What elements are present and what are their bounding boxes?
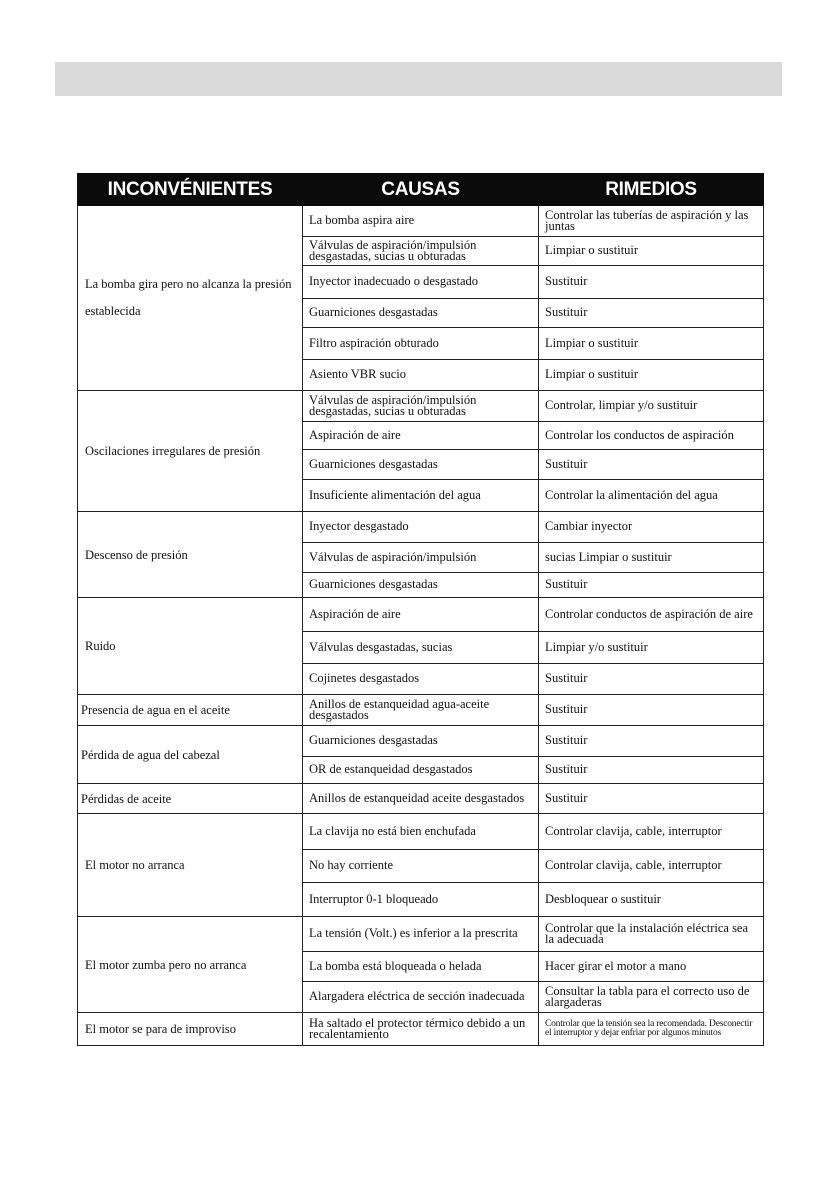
remedy-cell: Sustituir <box>539 757 764 784</box>
cause-cell: Guarniciones desgastadas <box>303 299 539 328</box>
remedy-cell: Sustituir <box>539 573 764 598</box>
remedy-cell: sucias Limpiar o sustituir <box>539 543 764 573</box>
table-row <box>78 598 764 632</box>
table-row <box>78 784 764 814</box>
remedy-cell: Sustituir <box>539 726 764 757</box>
header-problem: INCONVÉNIENTES <box>78 174 303 206</box>
problem-cell: Presencia de agua en el aceite <box>78 695 303 726</box>
remedy-cell: Hacer girar el motor a mano <box>539 952 764 982</box>
cause-cell: Válvulas de aspiración/impulsión <box>303 543 539 573</box>
header-cause: CAUSAS <box>303 174 539 206</box>
cause-cell: Guarniciones desgastadas <box>303 450 539 480</box>
remedy-cell: Controlar, limpiar y/o sustituir <box>539 391 764 422</box>
cause-cell: Ha saltado el protector térmico debido a un recalentamiento <box>303 1013 539 1046</box>
cause-cell: Válvulas de aspiración/impulsión desgastadas, sucias u obturadas <box>303 237 539 266</box>
table-row <box>78 917 764 952</box>
remedy-cell: Controlar conductos de aspiración de aire <box>539 598 764 632</box>
cause-cell: Aspiración de aire <box>303 422 539 450</box>
cause-cell: Anillos de estanqueidad aceite desgastados <box>303 784 539 814</box>
table-row <box>78 695 764 726</box>
cause-cell: Asiento VBR sucio <box>303 360 539 391</box>
remedy-cell: Sustituir <box>539 450 764 480</box>
remedy-cell: Sustituir <box>539 784 764 814</box>
remedy-cell: Limpiar o sustituir <box>539 328 764 360</box>
remedy-cell: Sustituir <box>539 266 764 299</box>
remedy-cell: Limpiar o sustituir <box>539 360 764 391</box>
remedy-cell: Sustituir <box>539 299 764 328</box>
cause-cell: Inyector desgastado <box>303 512 539 543</box>
remedy-cell: Limpiar o sustituir <box>539 237 764 266</box>
table-row <box>78 206 764 237</box>
cause-cell: La bomba aspira aire <box>303 206 539 237</box>
remedy-cell: Consultar la tabla para el correcto uso de alargaderas <box>539 982 764 1013</box>
cause-cell: Insuficiente alimentación del agua <box>303 480 539 512</box>
remedy-cell: Controlar las tuberías de aspiración y las juntas <box>539 206 764 237</box>
cause-cell: Inyector inadecuado o desgastado <box>303 266 539 299</box>
table-row <box>78 391 764 422</box>
cause-cell: Filtro aspiración obturado <box>303 328 539 360</box>
cause-cell: La clavija no está bien enchufada <box>303 814 539 850</box>
problem-cell: Pérdidas de aceite <box>78 784 303 814</box>
cause-cell: Guarniciones desgastadas <box>303 726 539 757</box>
cause-cell: No hay corriente <box>303 850 539 883</box>
table-row <box>78 512 764 543</box>
remedy-cell: Cambiar inyector <box>539 512 764 543</box>
table-row <box>78 814 764 850</box>
cause-cell: Interruptor 0-1 bloqueado <box>303 883 539 917</box>
remedy-cell: Controlar los conductos de aspiración <box>539 422 764 450</box>
table-header-row <box>78 174 764 206</box>
remedy-cell: Controlar la alimentación del agua <box>539 480 764 512</box>
remedy-cell: Desbloquear o sustituir <box>539 883 764 917</box>
remedy-cell: Controlar que la tensión sea la recomendada. Desconectir el interruptor y dejar enfriar por algunos minutos <box>539 1013 764 1046</box>
problem-cell: Ruido <box>78 598 303 695</box>
problem-cell: El motor zumba pero no arranca <box>78 917 303 1013</box>
cause-cell: Guarniciones desgastadas <box>303 573 539 598</box>
troubleshooting-table <box>77 173 764 1046</box>
problem-cell: Descenso de presión <box>78 512 303 598</box>
remedy-cell: Controlar clavija, cable, interruptor <box>539 850 764 883</box>
cause-cell: Válvulas desgastadas, sucias <box>303 632 539 664</box>
header-remedy: RIMEDIOS <box>539 174 764 206</box>
cause-cell: Válvulas de aspiración/impulsión desgastadas, sucias u obturadas <box>303 391 539 422</box>
remedy-cell: Sustituir <box>539 664 764 695</box>
problem-cell: Oscilaciones irregulares de presión <box>78 391 303 512</box>
remedy-cell: Limpiar y/o sustituir <box>539 632 764 664</box>
problem-cell: El motor no arranca <box>78 814 303 917</box>
problem-cell: La bomba gira pero no alcanza la presión establecida <box>78 206 303 391</box>
header-bar <box>55 62 782 96</box>
table-row <box>78 726 764 757</box>
table-row <box>78 1013 764 1046</box>
cause-cell: La tensión (Volt.) es inferior a la prescrita <box>303 917 539 952</box>
cause-cell: La bomba está bloqueada o helada <box>303 952 539 982</box>
remedy-cell: Sustituir <box>539 695 764 726</box>
cause-cell: Anillos de estanqueidad agua-aceite desgastados <box>303 695 539 726</box>
cause-cell: Alargadera eléctrica de sección inadecuada <box>303 982 539 1013</box>
remedy-cell: Controlar clavija, cable, interruptor <box>539 814 764 850</box>
cause-cell: Cojinetes desgastados <box>303 664 539 695</box>
remedy-cell: Controlar que la instalación eléctrica sea la adecuada <box>539 917 764 952</box>
problem-cell: El motor se para de improviso <box>78 1013 303 1046</box>
cause-cell: Aspiración de aire <box>303 598 539 632</box>
problem-cell: Pérdida de agua del cabezal <box>78 726 303 784</box>
cause-cell: OR de estanqueidad desgastados <box>303 757 539 784</box>
